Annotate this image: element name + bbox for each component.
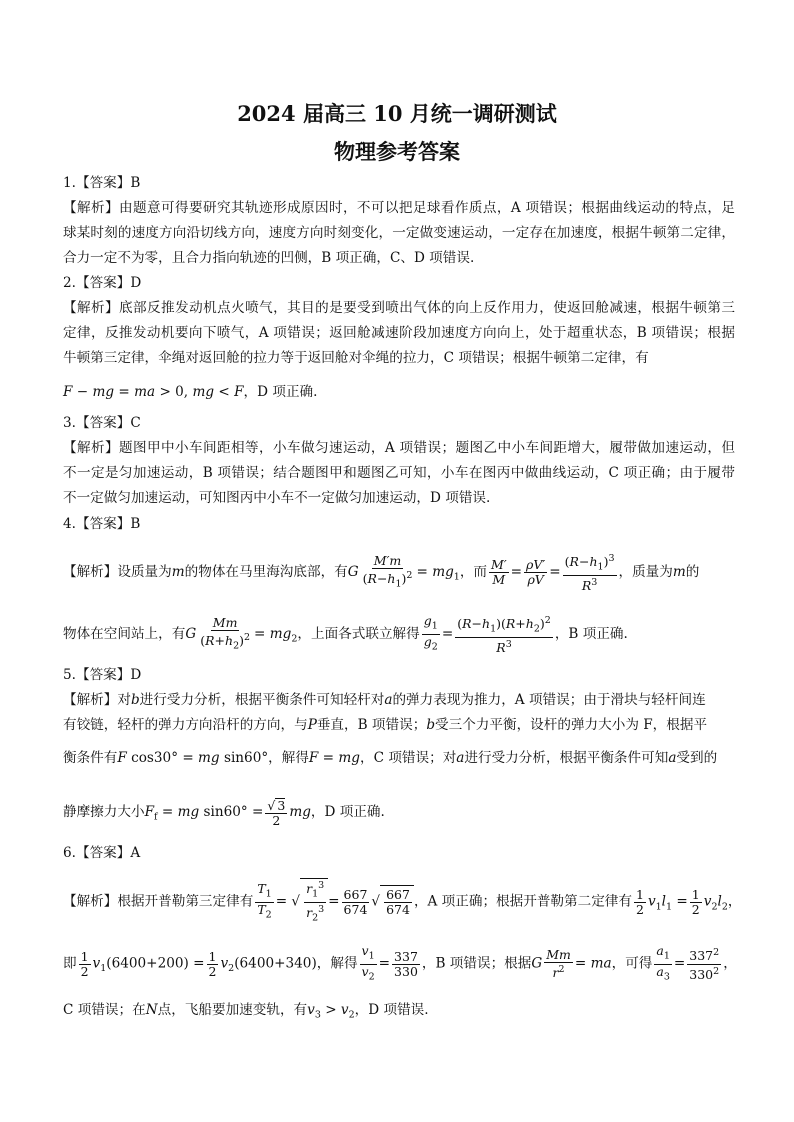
- formula: F: [63, 384, 73, 400]
- page-subtitle: 物理参考答案: [334, 139, 460, 164]
- q3-analysis-line: 【解析】题图甲中小车间距相等，小车做匀速运动，A 项错误；题图乙中小车间距增大，履带做加速运动，但: [63, 440, 735, 456]
- q2-analysis-line: 牛顿第三定律，伞绳对返回舱的拉力等于返回舱对伞绳的拉力，C 项错误；根据牛顿第二定律，有: [63, 350, 649, 366]
- q2-analysis-line: 定律，反推发动机要向下喷气，A 项错误；返回舱减速阶段加速度方向向上，处于超重状态，B 项错误；根据: [63, 325, 735, 341]
- page-title: 2024 届高三 10 月统一调研测试: [237, 101, 557, 126]
- q2-tail: ，D 项正确.: [243, 384, 318, 400]
- q2-answer: 2.【答案】D: [63, 275, 142, 291]
- q1-analysis-line: 【解析】由题意可得要研究其轨迹形成原因时，不可以把足球看作质点，A 项错误；根据曲线运动的特点，足: [63, 200, 735, 216]
- q6-analysis-line: 【解析】根据开普勒第三定律有 $\frac{T_1}{T_2}$ = √ $\frac{r_1^3}{r_2^3}$ = $\frac{667}{674}$ √ $\frac{667}{674}$ ，A 项正确；根据开普勒第二定律有 $\frac{1}{2}$ $v_1l_1$ = $\frac{1}{2}$ $v_2l_2$，: [63, 880, 742, 924]
- q4-analysis-line: 【解析】设质量为m的物体在马里海沟底部，有G $\frac{M'm}{(R-h_1)^2}$ = $mg_1$，而 $\frac{M'}{M}$ = $\frac{\rho V'}{\rho V}$ = $\frac{(R-h_1)^3}{R^3}$ ，质量为m的: [63, 552, 700, 593]
- q1-analysis-line: 合力一定不为零，且合力指向轨迹的凹侧，B 项正确，C、D 项错误.: [63, 250, 475, 266]
- q6-analysis-line: 即 $\frac{1}{2}$ $v_1(6400+200)$ = $\frac{1}{2}$ $v_2(6400+340)$，解得 $\frac{v_1}{v_2}$ = $\frac{337}{330}$ ，B 项错误；根据G $\frac{Mm}{r^2}$ = ma，可得 $\frac{a_1}{a_3}$ = $\frac{337^2}{330^2}$ ，: [63, 943, 737, 982]
- q3-answer: 3.【答案】C: [63, 415, 141, 431]
- q3-analysis-line: 不一定做匀加速运动，可知图丙中小车不一定做匀加速运动，D 项错误.: [63, 490, 491, 506]
- q4-answer: 4.【答案】B: [63, 516, 141, 532]
- q1-answer: 1.【答案】B: [63, 175, 141, 191]
- q6-analysis-line: C 项错误；在N点，飞船要加速变轨，有$v_3 > v_2$，D 项错误.: [63, 1002, 429, 1021]
- q2-analysis-line: 【解析】底部反推发动机点火喷气，其目的是要受到喷出气体的向上反作用力，使返回舱减速，根据牛顿第三: [63, 300, 735, 316]
- q1-analysis-line: 球某时刻的速度方向沿切线方向，速度方向时刻变化，一定做变速运动，一定存在加速度，根据牛顿第二定律，: [63, 225, 735, 241]
- q5-analysis-line: 衡条件有F cos30° = mg sin60°，解得F = mg，C 项错误；对a进行受力分析，根据平衡条件可知a受到的: [63, 750, 718, 766]
- q3-analysis-line: 不一定是匀加速运动，B 项错误；结合题图甲和题图乙可知，小车在图丙中做曲线运动，C 项正确；由于履带: [63, 465, 735, 481]
- q2-formula-line: F − mg = ma > 0, mg < F，D 项正确.: [63, 384, 318, 400]
- q5-answer: 5.【答案】D: [63, 667, 142, 683]
- q6-answer: 6.【答案】A: [63, 845, 141, 861]
- q5-analysis-line: 静摩擦力大小$F_f$ = mg sin60° = $\frac{√ 3}{2}$ mg，D 项正确.: [63, 797, 385, 828]
- q5-analysis-line: 有铰链，轻杆的弹力方向沿杆的方向，与P垂直，B 项错误；b受三个力平衡，设杆的弹力大小为 F，根据平: [63, 717, 708, 733]
- q4-analysis-line: 物体在空间站上，有G $\frac{Mm}{(R+h_2)^2}$ = $mg_2$，上面各式联立解得 $\frac{g_1}{g_2}$ = $\frac{(R-h_1)(R+h_2)^2}{R^3}$ ，B 项正确.: [63, 613, 628, 655]
- q5-analysis-line: 【解析】对b进行受力分析，根据平衡条件可知轻杆对a的弹力表现为推力，A 项错误；由于滑块与轻杆间连: [63, 692, 706, 708]
